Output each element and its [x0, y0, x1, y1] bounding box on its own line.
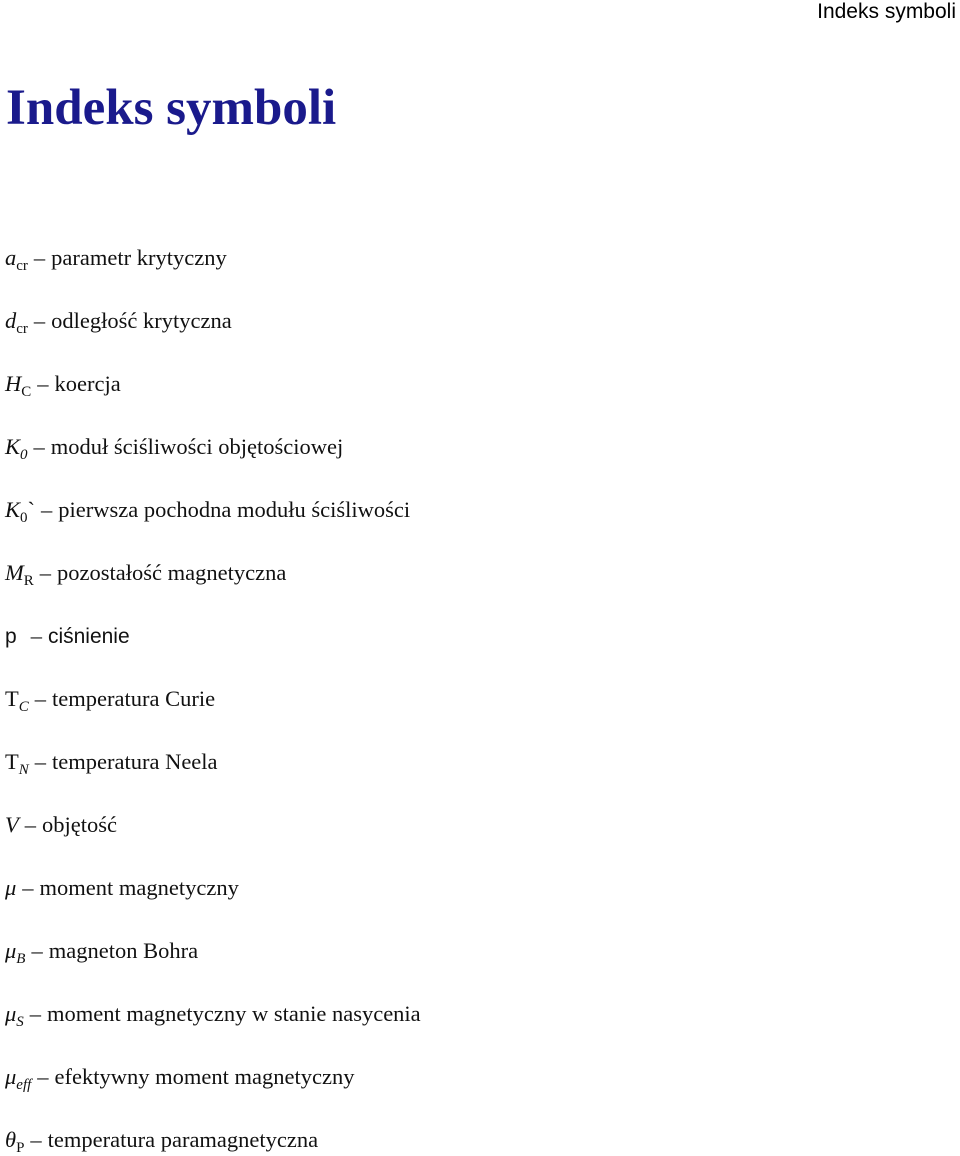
dash: –: [30, 1127, 42, 1152]
symbol: p: [5, 625, 17, 648]
symbol-entry: [5, 811, 117, 839]
symbol-entry: [5, 433, 343, 461]
symbol-subscript: 0: [20, 510, 28, 526]
symbol-description: temperatura Curie: [52, 686, 216, 711]
symbol: μ: [5, 1064, 17, 1089]
symbol-entry: [5, 244, 227, 272]
symbol-entry: [5, 1063, 354, 1091]
symbol-subscript: R: [23, 573, 34, 589]
symbol-description: ciśnienie: [47, 625, 130, 648]
symbol: μ: [5, 938, 17, 963]
symbol-subscript: C: [21, 384, 32, 400]
symbol-description: odległość krytyczna: [51, 308, 232, 333]
symbol-entry: [5, 874, 239, 902]
symbol: V: [5, 812, 19, 837]
symbol-entry: [5, 559, 286, 587]
symbol-description: koercja: [54, 371, 121, 396]
dash: –: [22, 875, 34, 900]
page-title: Indeks symboli: [6, 80, 337, 136]
symbol-subscript: eff: [16, 1077, 32, 1093]
symbol: M: [5, 560, 24, 585]
dash: –: [34, 749, 47, 774]
symbol-description: temperatura Neela: [52, 749, 218, 774]
prime-mark: `: [27, 497, 36, 522]
dash: –: [31, 938, 43, 963]
symbol-entry: [5, 685, 215, 713]
symbol-description: temperatura paramagnetyczna: [47, 1127, 319, 1152]
symbol-subscript: cr: [16, 321, 28, 337]
symbol-description: pozostałość magnetyczna: [57, 560, 287, 585]
symbol: μ: [5, 875, 17, 900]
dash: –: [37, 1064, 49, 1089]
symbol-description: moment magnetyczny: [39, 875, 239, 900]
symbol-subscript: P: [16, 1140, 25, 1156]
symbol-subscript: cr: [16, 258, 28, 274]
symbol-entry: [5, 1000, 421, 1028]
symbol: H: [5, 371, 22, 396]
symbol-entry: [5, 307, 232, 335]
symbol: a: [5, 245, 17, 270]
symbol: θ: [5, 1127, 17, 1152]
symbol-description: efektywny moment magnetyczny: [54, 1064, 355, 1089]
symbol-description: moment magnetyczny w stanie nasycenia: [47, 1001, 421, 1026]
symbol-subscript: 0: [20, 447, 28, 463]
dash: –: [37, 371, 49, 396]
dash: –: [33, 245, 46, 270]
dash: –: [41, 497, 53, 522]
dash: –: [34, 686, 47, 711]
symbol-entry: [5, 622, 130, 651]
symbol: d: [5, 308, 17, 333]
symbol: K: [5, 497, 21, 522]
symbol-subscript: S: [16, 1014, 24, 1030]
symbol-entry: [5, 370, 121, 398]
dash: –: [24, 812, 36, 837]
symbol: T: [5, 686, 19, 711]
dash: –: [33, 434, 45, 459]
dash: –: [33, 308, 46, 333]
symbol-description: parametr krytyczny: [51, 245, 227, 270]
symbol-entry: [5, 748, 218, 776]
symbol: μ: [5, 1001, 17, 1026]
symbol: K: [5, 434, 21, 459]
symbol: T: [5, 749, 19, 774]
symbol-subscript: B: [16, 951, 26, 967]
symbol-description: pierwsza pochodna modułu ściśliwości: [58, 497, 411, 522]
dash: –: [39, 560, 52, 585]
symbol-description: magneton Bohra: [48, 938, 199, 963]
symbol-entry: [5, 937, 198, 965]
symbol-subscript: C: [18, 699, 29, 715]
running-header: Indeks symboli: [817, 0, 956, 23]
symbol-entry: [5, 1126, 318, 1154]
symbol-entry: [5, 496, 410, 524]
symbol-description: moduł ściśliwości objętościowej: [50, 434, 344, 459]
dash: –: [30, 623, 42, 648]
symbol-description: objętość: [42, 812, 117, 837]
symbol-subscript: N: [18, 762, 29, 778]
dash: –: [29, 1001, 42, 1026]
